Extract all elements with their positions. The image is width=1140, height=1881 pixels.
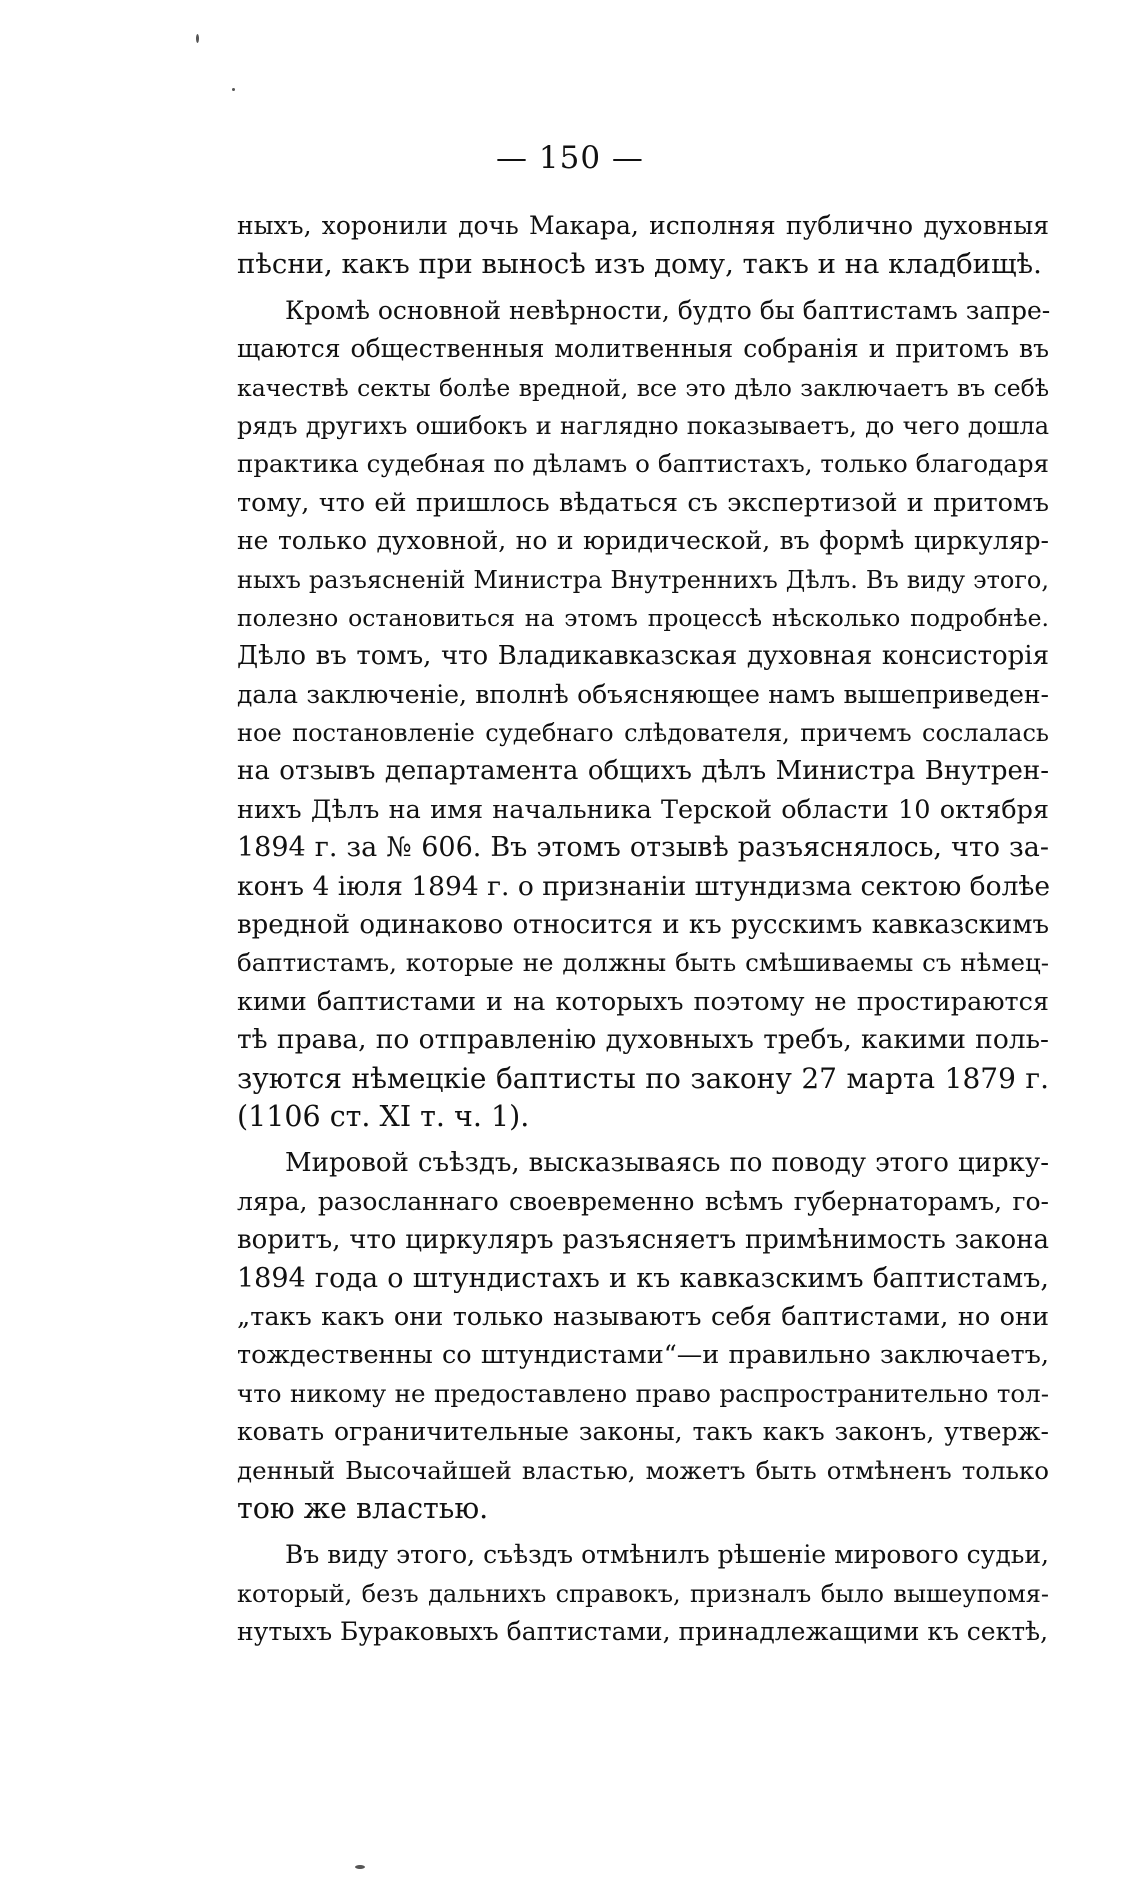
text-line: ное постановленіе судебнаго слѣдователя, причемъ сослалась	[237, 719, 1049, 748]
paragraph	[237, 1144, 1049, 1528]
text-line: тождественны со штундистами“—и правильно заключаетъ,	[237, 1340, 1049, 1371]
text-line: ныхъ разъясненій Министра Внутреннихъ Дѣлъ. Въ виду этого,	[237, 565, 1049, 594]
scan-speck	[232, 88, 235, 91]
text-line: который, безъ дальнихъ справокъ, призналъ было вышеупомя-	[237, 1579, 1049, 1608]
text-line: денный Высочайшей властью, можетъ быть отмѣненъ только	[237, 1455, 1049, 1485]
text-line: Въ виду этого, съѣздъ отмѣнилъ рѣшеніе мирового судьи,	[285, 1540, 1049, 1570]
paragraph	[237, 207, 1049, 284]
text-line: рядъ другихъ ошибокъ и наглядно показываетъ, до чего дошла	[237, 411, 1049, 440]
text-line: на отзывъ департамента общихъ дѣлъ Министра Внутрен-	[237, 756, 1049, 787]
text-line: Мировой съѣздъ, высказываясь по поводу этого цирку-	[285, 1148, 1049, 1179]
paragraph-gap	[237, 284, 1049, 292]
text-line: качествѣ секты болѣе вредной, все это дѣло заключаетъ въ себѣ	[237, 373, 1049, 402]
text-line: тѣ права, по отправленію духовныхъ требъ, какими поль-	[237, 1024, 1049, 1056]
text-line: конъ 4 іюля 1894 г. о признаніи штундизма сектою болѣе	[237, 870, 1051, 902]
scan-speck	[196, 34, 199, 43]
page-number: — 150 —	[496, 140, 644, 176]
text-line: дала заключеніе, вполнѣ объясняющее намъ вышеприведен-	[237, 679, 1049, 709]
text-line: Кромѣ основной невѣрности, будто бы баптистамъ запре-	[285, 295, 1051, 325]
text-line: практика судебная по дѣламъ о баптистахъ, только благодаря	[237, 449, 1049, 479]
text-line: Дѣло въ томъ, что Владикавказская духовная консисторія	[237, 641, 1049, 672]
text-line: ковать ограничительные законы, такъ какъ законъ, утверж-	[237, 1417, 1049, 1447]
paragraph-gap	[237, 1528, 1049, 1536]
text-line: пѣсни, какъ при выносѣ изъ дому, такъ и на кладбищѣ.	[237, 248, 1042, 281]
body-text	[237, 207, 1049, 1651]
text-line: нутыхъ Бураковыхъ баптистами, принадлежащими къ сектѣ,	[237, 1617, 1049, 1647]
text-line: что никому не предоставлено право распространительно тол-	[237, 1378, 1049, 1408]
text-line: зуются нѣмецкіе баптисты по закону 27 марта 1879 г.	[237, 1061, 1049, 1095]
paragraph-gap	[237, 1136, 1049, 1144]
text-line: „такъ какъ они только называютъ себя баптистами, но они	[237, 1301, 1049, 1332]
text-line: полезно остановиться на этомъ процессѣ нѣсколько подробнѣе.	[237, 603, 1049, 632]
text-line: вредной одинаково относится и къ русскимъ кавказскимъ	[237, 910, 1049, 941]
text-line: тому, что ей пришлось вѣдаться съ экспертизой и притомъ	[237, 487, 1049, 518]
text-line: кими баптистами и на которыхъ поэтому не простираются	[237, 986, 1049, 1017]
text-line: щаются общественныя молитвенныя собранія и притомъ въ	[237, 334, 1049, 364]
text-line: ляра, разосланнаго своевременно всѣмъ губернаторамъ, го-	[237, 1186, 1049, 1216]
text-line: нихъ Дѣлъ на имя начальника Терской области 10 октября	[237, 794, 1049, 825]
text-line: тою же властью.	[237, 1491, 489, 1525]
text-line: (1106 ст. XI т. ч. 1).	[237, 1099, 530, 1133]
text-line: 1894 года о штундистахъ и къ кавказскимъ баптистамъ,	[237, 1262, 1049, 1294]
scan-speck	[355, 1865, 365, 1869]
text-line: воритъ, что циркуляръ разъясняетъ примѣнимость закона	[237, 1225, 1049, 1256]
text-line: баптистамъ, которые не должны быть смѣшиваемы съ нѣмец-	[237, 948, 1049, 978]
text-line: не только духовной, но и юридической, въ формѣ циркуляр-	[237, 526, 1049, 556]
text-line: ныхъ, хоронили дочь Макара, исполняя публично духовныя	[237, 211, 1049, 240]
text-line: 1894 г. за № 606. Въ этомъ отзывѣ разъяснялось, что за-	[237, 832, 1049, 864]
paragraph	[237, 1536, 1049, 1651]
paragraph	[237, 292, 1049, 1137]
